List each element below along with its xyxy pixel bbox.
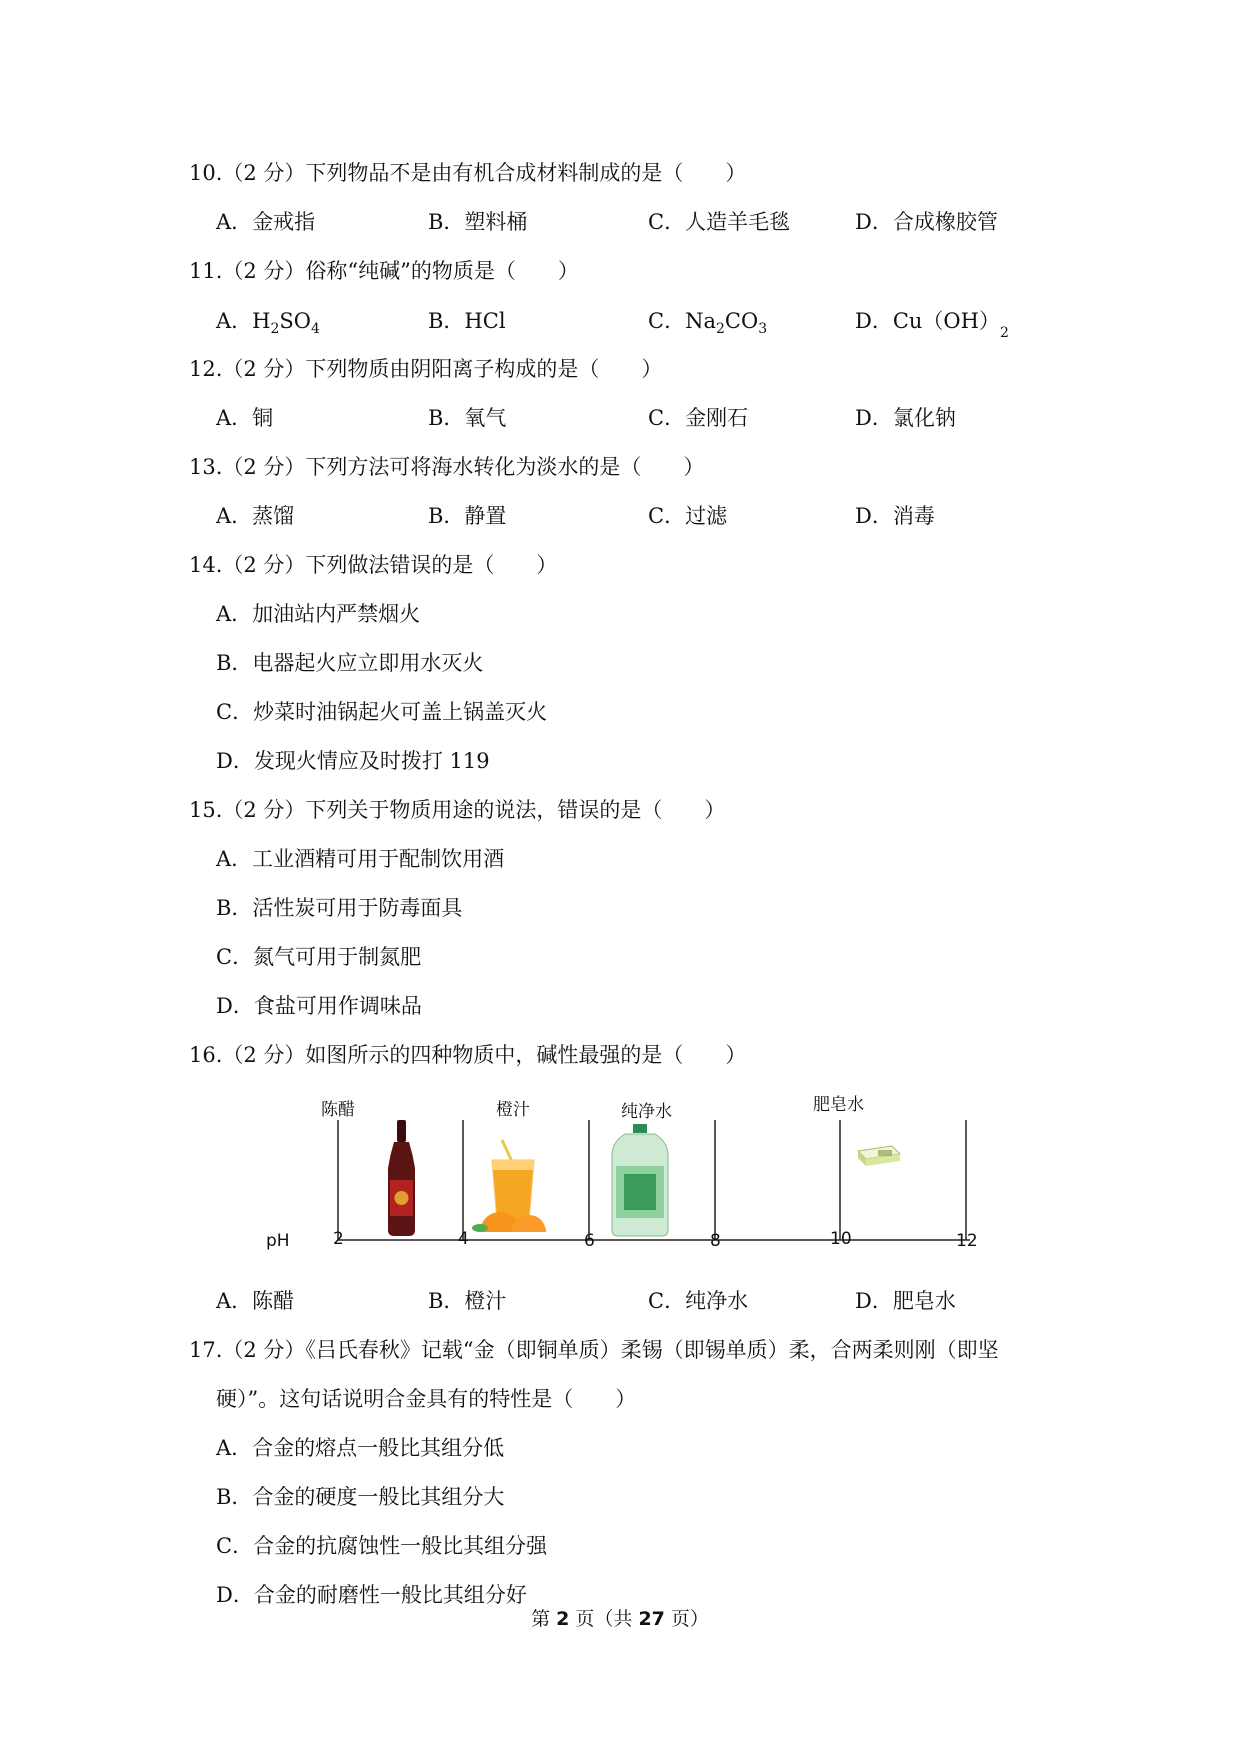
question-17-stem-line2: 硬）”。这句话说明合金具有的特性是（ ） xyxy=(216,1387,637,1411)
question-12-stem: 12.（2 分）下列物质由阴阳离子构成的是（ ） xyxy=(189,357,663,381)
question-14-stem: 14.（2 分）下列做法错误的是（ ） xyxy=(189,553,558,577)
q11-option-d[interactable]: D．$Cu(OH)_2$ xyxy=(855,309,1009,341)
q10-option-b[interactable]: B．塑料桶 xyxy=(428,210,528,234)
ph-tick-10: 10 xyxy=(830,1229,852,1249)
q10-option-c[interactable]: C．人造羊毛毯 xyxy=(648,210,791,234)
pure-water-bottle-icon xyxy=(612,1124,668,1236)
q13-option-b[interactable]: B．静置 xyxy=(428,504,507,528)
q12-option-a[interactable]: A．铜 xyxy=(216,406,274,430)
q14-option-d[interactable]: D．发现火情应及时拨打 119 xyxy=(216,749,490,773)
q17-option-b[interactable]: B．合金的硬度一般比其组分大 xyxy=(216,1485,505,1509)
q17-option-a[interactable]: A．合金的熔点一般比其组分低 xyxy=(216,1436,505,1460)
question-17-stem-line1: 17.（2 分）《吕氏春秋》记载“金（即铜单质）柔锡（即锡单质）柔，合两柔则刚（即坚 xyxy=(189,1338,999,1362)
q16-option-c[interactable]: C．纯净水 xyxy=(648,1289,749,1313)
current-page-number: 2 xyxy=(556,1608,570,1630)
q13-option-c[interactable]: C．过滤 xyxy=(648,504,728,528)
q12-option-d[interactable]: D．氯化钠 xyxy=(855,406,956,430)
q15-option-a[interactable]: A．工业酒精可用于配制饮用酒 xyxy=(216,847,505,871)
q15-option-d[interactable]: D．食盐可用作调味品 xyxy=(216,994,422,1018)
ph-scale-figure xyxy=(266,1080,990,1270)
q15-option-c[interactable]: C．氮气可用于制氮肥 xyxy=(216,945,422,969)
q15-option-b[interactable]: B．活性炭可用于防毒面具 xyxy=(216,896,463,920)
ph-axis-label: pH xyxy=(266,1231,290,1251)
q14-option-a[interactable]: A．加油站内严禁烟火 xyxy=(216,602,421,626)
label-pure-water: 纯净水 xyxy=(621,1102,672,1122)
q12-option-b[interactable]: B．氧气 xyxy=(428,406,507,430)
q14-option-b[interactable]: B．电器起火应立即用水灭火 xyxy=(216,651,484,675)
question-15-stem: 15.（2 分）下列关于物质用途的说法，错误的是（ ） xyxy=(189,798,726,822)
q13-option-d[interactable]: D．消毒 xyxy=(855,504,935,528)
orange-juice-icon xyxy=(472,1140,546,1232)
q11-option-b[interactable]: B．HCl xyxy=(428,309,506,333)
q10-option-a[interactable]: A．金戒指 xyxy=(216,210,316,234)
ph-tick-8: 8 xyxy=(710,1231,721,1251)
ph-tick-2: 2 xyxy=(333,1229,344,1249)
q16-option-a[interactable]: A．陈醋 xyxy=(216,1289,295,1313)
q16-option-d[interactable]: D．肥皂水 xyxy=(855,1289,956,1313)
label-orange-juice: 橙汁 xyxy=(496,1100,530,1120)
label-vinegar: 陈醋 xyxy=(321,1100,355,1120)
vinegar-bottle-icon xyxy=(388,1120,415,1236)
q14-option-c[interactable]: C．炒菜时油锅起火可盖上锅盖灭火 xyxy=(216,700,548,724)
q11-option-c[interactable]: C．$Na_2CO_3$ xyxy=(648,309,768,337)
total-page-count: 27 xyxy=(638,1608,665,1630)
ph-tick-6: 6 xyxy=(584,1231,595,1251)
ph-tick-12: 12 xyxy=(956,1231,978,1251)
q16-option-b[interactable]: B．橙汁 xyxy=(428,1289,507,1313)
question-16-stem: 16.（2 分）如图所示的四种物质中，碱性最强的是（ ） xyxy=(189,1043,747,1067)
page-footer: 第 2 页（共 27 页） xyxy=(531,1608,709,1630)
ph-tick-4: 4 xyxy=(458,1229,469,1249)
question-11-stem: 11.（2 分）俗称“纯碱”的物质是（ ） xyxy=(189,259,579,283)
q10-option-d[interactable]: D．合成橡胶管 xyxy=(855,210,998,234)
q11-option-a[interactable]: A．$H_2SO_4$ xyxy=(216,309,320,337)
label-soap-water: 肥皂水 xyxy=(813,1095,864,1115)
q12-option-c[interactable]: C．金刚石 xyxy=(648,406,749,430)
soap-bar-icon xyxy=(858,1146,900,1166)
ph-scale-graphic xyxy=(290,1080,990,1270)
q13-option-a[interactable]: A．蒸馏 xyxy=(216,504,295,528)
question-13-stem: 13.（2 分）下列方法可将海水转化为淡水的是（ ） xyxy=(189,455,705,479)
q17-option-c[interactable]: C．合金的抗腐蚀性一般比其组分强 xyxy=(216,1534,548,1558)
q17-option-d[interactable]: D．合金的耐磨性一般比其组分好 xyxy=(216,1583,527,1607)
question-10-stem: 10.（2 分）下列物品不是由有机合成材料制成的是（ ） xyxy=(189,161,747,185)
